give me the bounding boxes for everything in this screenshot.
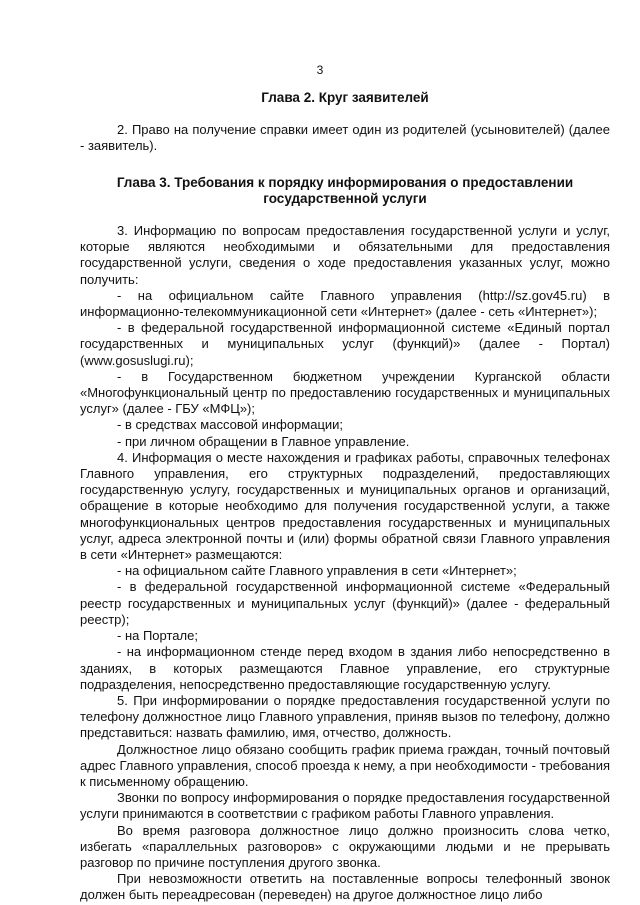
list-item: - в Государственном бюджетном учреждении Курганской области «Многофункциональный центр по предоставлению государственных и муниципальных услуг» (далее - ГБУ «МФЦ»); bbox=[80, 368, 610, 417]
list-item: - в федеральной государственной информационной системе «Федеральный реестр государственных и муниципальных услуг (функций)» (далее - федеральный реестр); bbox=[80, 579, 610, 627]
paragraph-3: 3. Информацию по вопросам предоставления государственной услуги и услуг, которые являются необходимыми и обязательными для предоставления государственной услуги, сведения о ходе предоставления указанных услуг, можно получить: bbox=[80, 223, 610, 287]
list-item: - на официальном сайте Главного управления в сети «Интернет»; bbox=[117, 563, 517, 579]
list-item: - на информационном стенде перед входом в здания либо непосредственно в зданиях, в которых размещаются Главное управление, его структурные подразделения, непосредственно предоставляющие государственную услугу. bbox=[80, 644, 610, 692]
paragraph-5-2: Должностное лицо обязано сообщить график приема граждан, точный почтовый адрес Главного управления, способ проезда к нему, а при необходимости - требования к письменному обращению. bbox=[80, 741, 610, 789]
list-item: - на Портале; bbox=[117, 628, 198, 644]
chapter3-heading bbox=[80, 175, 610, 207]
paragraph-5-3: Звонки по вопросу информирования о порядке предоставления государственной услуги принимаются в соответствии с графиком работы Главного управления. bbox=[80, 790, 610, 822]
document-body bbox=[80, 90, 610, 904]
chapter2-heading: Глава 2. Круг заявителей bbox=[261, 90, 429, 105]
paragraph-5-5: При невозможности ответить на поставленные вопросы телефонный звонок должен быть переадресован (переведен) на другое должностное лицо либо bbox=[80, 871, 610, 903]
page-number: 3 bbox=[316, 63, 324, 77]
chapter3-heading-line2: государственной услуги bbox=[263, 190, 427, 206]
paragraph-4: 4. Информация о месте нахождения и графиках работы, справочных телефонах Главного управления, его структурных подразделений, предоставляющих государственную услугу, государственных и муниципальных органов и организаций, обращение в которые необходимо для получения государственной услуги, а также многофункциональных центров предоставления государственных и муниципальных услуг, адреса электронной почты и (или) формы обратной связи Главного управления в сети «Интернет» размещаются: bbox=[80, 449, 610, 563]
list-item: - в федеральной государственной информационной системе «Единый портал государственных и муниципальных услуг (функций)» (далее - Портал) (www.gosuslugi.ru); bbox=[80, 320, 610, 368]
paragraph-2: 2. Право на получение справки имеет один из родителей (усыновителей) (далее - заявитель). bbox=[80, 122, 610, 154]
list-item: - на официальном сайте Главного управления (http://sz.gov45.ru) в информационно-телекоммуникационной сети «Интернет» (далее - сеть «Интернет»); bbox=[80, 287, 610, 320]
list-item: - при личном обращении в Главное управление. bbox=[117, 433, 410, 449]
list-item: - в средствах массовой информации; bbox=[117, 417, 344, 433]
chapter3-heading-line1: Глава 3. Требования к порядку информирования о предоставлении bbox=[116, 174, 574, 190]
paragraph-5: 5. При информировании о порядке предоставления государственной услуги по телефону должностное лицо Главного управления, приняв вызов по телефону, должно представиться: назвать фамилию, имя, отчество, должность. bbox=[80, 692, 610, 741]
paragraph-5-4: Во время разговора должностное лицо должно произносить слова четко, избегать «параллельных разговоров» с окружающими людьми и не прерывать разговор по причине поступления другого звонка. bbox=[80, 822, 610, 870]
